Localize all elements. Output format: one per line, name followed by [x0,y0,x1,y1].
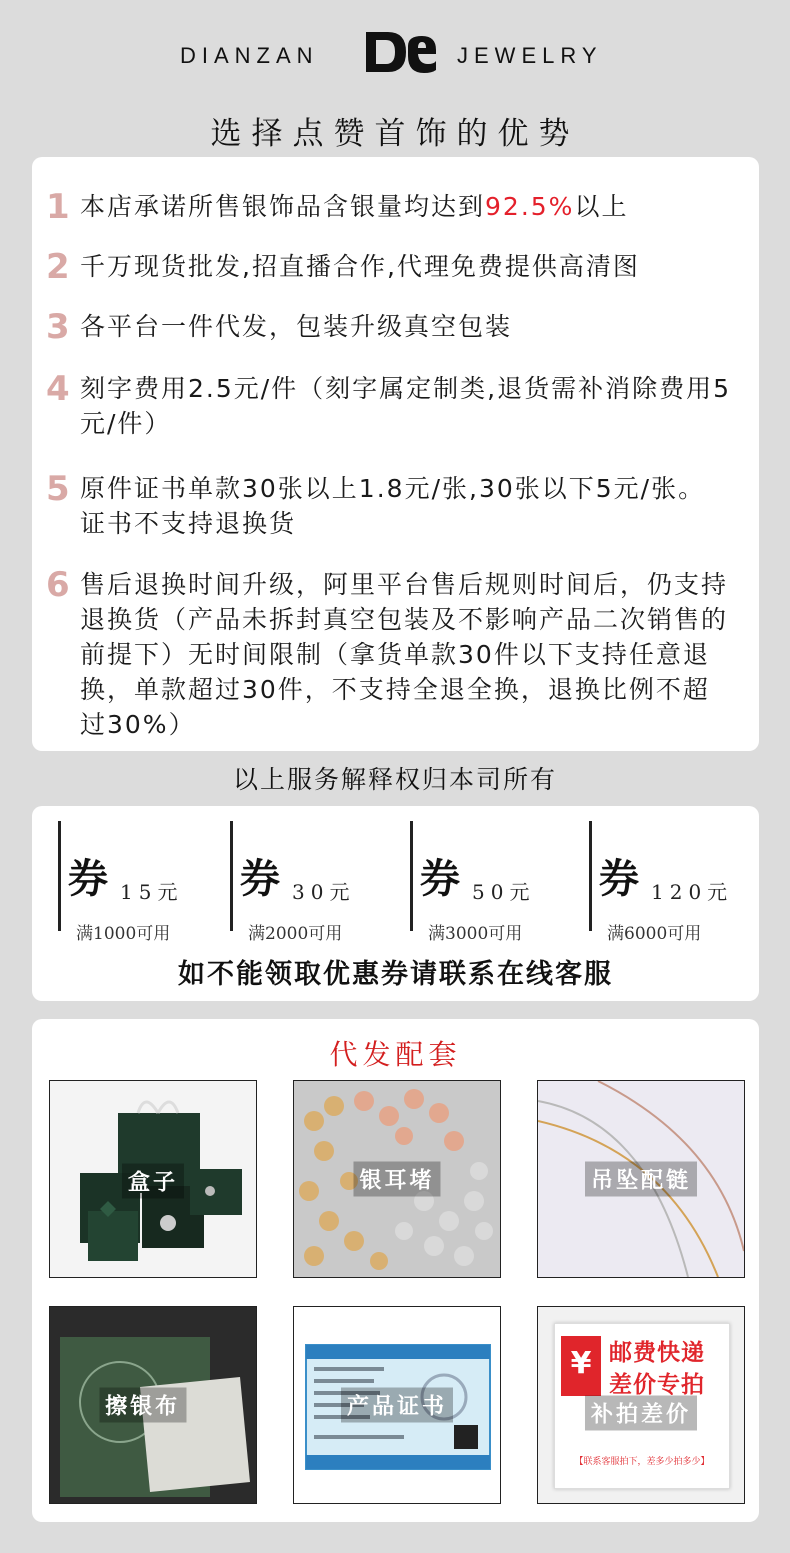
coupon-amount: 15元 [120,880,184,904]
coupon-amount: 50元 [472,880,536,904]
coupon-divider [230,821,233,931]
fee-card-line-1: 邮费快递 [609,1340,705,1366]
kit-item-box[interactable] [49,1080,257,1278]
kit-item-label: 吊坠配链 [585,1162,697,1197]
kit-item-label: 盒子 [122,1164,184,1199]
fee-card-line-2: 差价专拍 [609,1372,705,1398]
yuan-icon: ¥ [561,1336,601,1396]
advantage-text: 原件证书单款30张以上1.8元/张,30张以下5元/张。证书不支持退换货 [80,474,706,538]
kit-item-chain[interactable] [537,1080,745,1278]
kit-card [32,1019,759,1522]
coupon-divider [58,821,61,931]
coupon-amount: 30元 [292,880,356,904]
coupons-card [32,806,759,1001]
advantage-number: 5 [46,469,70,509]
brand-logo-icon [362,28,440,76]
advantage-number: 1 [46,187,70,227]
coupon-contact-text: 如不能领取优惠券请联系在线客服 [178,959,613,990]
coupon-label: 券 [599,856,639,902]
advantage-text: 刻字费用2.5元/件（刻字属定制类,退货需补消除费用5元/件） [80,374,732,438]
advantage-text: 售后退换时间升级，阿里平台售后规则时间后，仍支持退换货（产品未拆封真空包装及不影响产品二次销售的前提下）无时间限制（拿货单款30件以下支持任意退换，单款超过30件，不支持全退全换，退换比例不超过30%） [80,570,729,739]
advantage-text: 各平台一件代发，包装升级真空包装 [80,312,513,341]
coupon-1[interactable] [58,821,228,944]
service-notice: 以上服务解释权归本司所有 [232,765,557,794]
advantage-text: 本店承诺所售银饰品含银量均达到92.5%以上 [80,192,629,221]
coupon-amount: 120元 [651,880,734,904]
coupon-condition: 满1000可用 [76,924,171,944]
coupon-2[interactable] [230,821,400,944]
kit-item-label: 补拍差价 [585,1396,697,1431]
coupon-condition: 满6000可用 [607,924,702,944]
coupon-3[interactable] [410,821,580,944]
kit-item-polishing-cloth[interactable] [49,1306,257,1504]
advantage-number: 3 [46,307,70,347]
kit-title: 代发配套 [329,1038,462,1071]
header [0,0,790,155]
kit-item-label: 擦银布 [99,1388,186,1423]
advantage-number: 2 [46,247,70,287]
kit-item-shipping-fee[interactable] [537,1306,745,1504]
kit-item-label: 银耳堵 [353,1162,440,1197]
advantages-card [32,157,759,751]
coupon-condition: 满2000可用 [248,924,343,944]
coupon-divider [589,821,592,931]
coupon-divider [410,821,413,931]
advantage-number: 4 [46,369,70,409]
kit-item-label: 产品证书 [341,1388,453,1423]
advantage-number: 6 [46,565,70,605]
brand-name-right: JEWELRY [457,43,603,68]
brand-name-left: DIANZAN [180,43,319,68]
advantage-text: 千万现货批发,招直播合作,代理免费提供高清图 [80,252,640,281]
coupon-label: 券 [420,856,460,902]
kit-item-earring-backs[interactable] [293,1080,501,1278]
coupon-4[interactable] [589,821,759,944]
page-title: 选择点赞首饰的优势 [210,116,580,152]
coupon-condition: 满3000可用 [428,924,523,944]
fee-card-note: 【联系客服拍下，差多少拍多少】 [574,1457,710,1467]
kit-item-certificate[interactable] [293,1306,501,1504]
coupon-label: 券 [240,856,280,902]
coupon-label: 券 [68,856,108,902]
silver-percentage: 92.5% [485,192,575,221]
